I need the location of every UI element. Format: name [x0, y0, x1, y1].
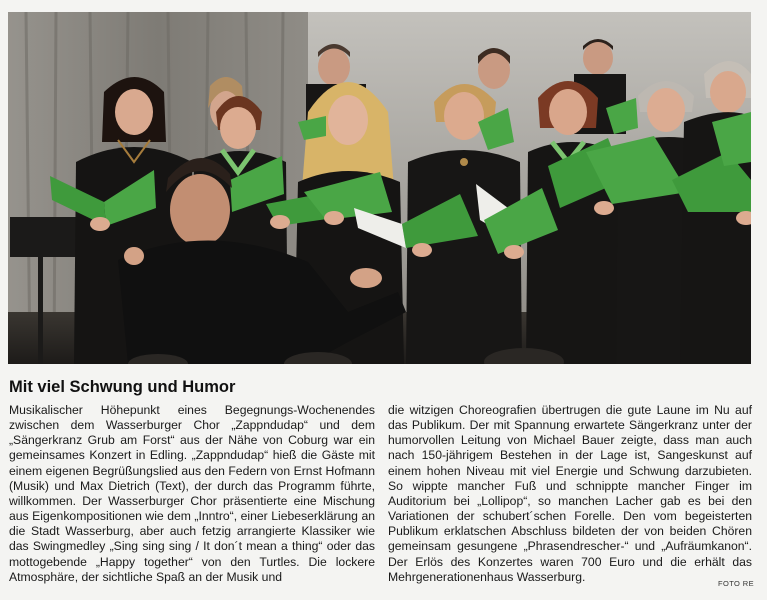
article-paragraph-left: Musikalischer Höhepunkt eines Begegnungs-Wochenendes zwischen dem Wasserburger Chor „Zappndudap“ und dem „Sängerkranz Grub am Forst“ aus der Nähe von Coburg war ein gemeinsames Konzert in Edling. „Zappndudap“ hieß die Gäste mit einem eigenen Begrüßungslied aus den Federn von Ernst Hofmann (Musik) und Max Dietrich (Text), der durch das Programm führte, willkommen. Der Wasserburger Chor präsentierte eine Mischung aus Eigenkompositionen wie dem „Inntro“, einer Liebeserklärung an die Stadt Wasserburg, aber auch fetzig arrangierte Klassiker wie das Swingmedley „Sing sing sing / It don´t mean a thing“ oder das mottogebende „Happy together“ von den Turtles. Die lockere Atmosphäre, der sichtliche Spaß an der Musik und [9, 403, 375, 584]
choir-photo-illustration [8, 12, 751, 364]
article-column-left [9, 403, 375, 585]
concert-photo [8, 12, 751, 364]
article-headline: Mit viel Schwung und Humor [9, 378, 236, 396]
photo-credit: FOTO RE [718, 579, 754, 588]
article-paragraph-right: die witzigen Choreografien übertrugen die gute Laune im Nu auf das Publikum. Der mit Spannung erwartete Sängerkranz unter der humorvollen Leitung von Michael Bauer zeigte, dass man auch nach 150-jährigem Bestehen in der Lage ist, Sangeskunst auf einem hohen Niveau mit viel Energie und Schwung darzubieten. So wippte mancher Fuß und schnippte mancher Finger im Auditorium bei „Lollipop“, so manchen Lacher gab es bei den Variationen der schubert´schen Forelle. Den vom begeisterten Publikum erklatschen Abschluss bildeten der von beiden Chören gemeinsam gesungene „Phrasendrescher-“ und „Aufräumkanon“. Der Erlös des Konzertes waren 700 Euro und die erhält das Mehrgenerationenhaus Wasserburg. [388, 403, 752, 584]
article-column-right [388, 403, 752, 585]
